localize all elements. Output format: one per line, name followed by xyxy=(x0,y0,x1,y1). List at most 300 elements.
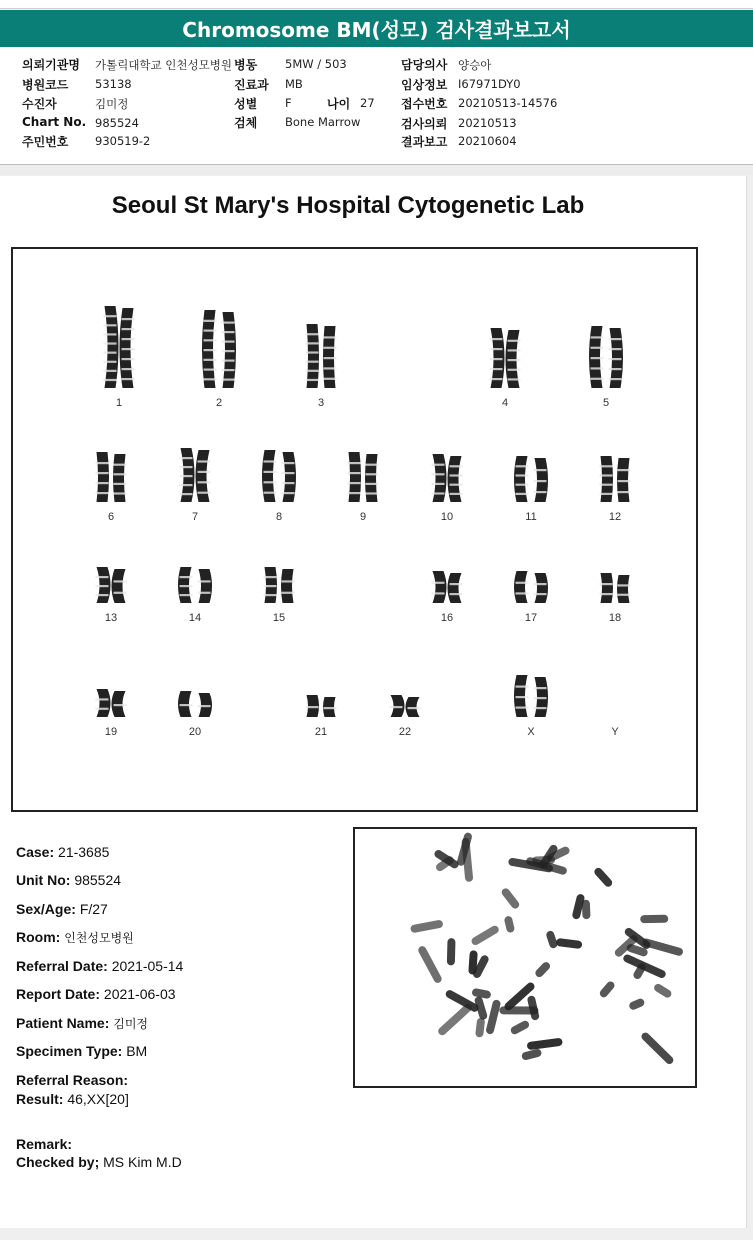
chromosome-band xyxy=(591,357,604,359)
metaphase-chromosome xyxy=(470,924,500,946)
chromosome-band xyxy=(114,473,127,475)
chromosome-band xyxy=(198,705,211,707)
chromosome-band xyxy=(104,352,117,354)
chromosome-pair-22 xyxy=(390,695,421,738)
referral-reason-label: Referral Reason: xyxy=(16,1072,129,1088)
chromosome-band xyxy=(96,472,109,474)
result-label: Result: xyxy=(16,1091,64,1107)
chromosome-band xyxy=(306,361,319,363)
chromosome-band xyxy=(618,491,631,493)
chromosome-band xyxy=(180,576,193,578)
room-label: Room: xyxy=(16,929,61,945)
chromosome-band xyxy=(204,330,217,332)
report-date-label: Report Date: xyxy=(16,986,101,1002)
chart-value: 985524 xyxy=(95,116,139,130)
chromosome-label: 9 xyxy=(359,511,367,523)
metaphase-chromosome xyxy=(653,982,673,999)
chromosome-band xyxy=(600,484,613,486)
chromosome-band xyxy=(180,585,193,587)
metaphase-chromosome xyxy=(545,930,558,949)
chromosome-band xyxy=(180,493,193,495)
chromosome-band xyxy=(114,592,127,594)
chromosome-band xyxy=(306,333,319,335)
chromosome-pair-2 xyxy=(202,310,236,409)
chromosome-label: 21 xyxy=(314,726,328,738)
referral-date-value: 2021-05-14 xyxy=(111,958,184,974)
sexage-value: F/27 xyxy=(79,901,108,917)
chromosome-band xyxy=(306,370,319,372)
chromosome-band xyxy=(198,471,211,473)
metaphase-chromosome xyxy=(593,866,614,888)
chromosome-band xyxy=(104,324,117,326)
metaphase-chromosome xyxy=(509,1019,530,1035)
chromosome-band xyxy=(618,584,631,586)
chromosome-pair-14 xyxy=(178,567,212,624)
institution-label: 의뢰기관명 xyxy=(22,58,80,72)
chromosome-band xyxy=(264,471,277,473)
chromosome-pair-3 xyxy=(306,324,337,409)
dept-value: MB xyxy=(285,77,303,91)
room-row xyxy=(16,929,134,946)
age-label: 나이 xyxy=(327,97,351,111)
chromosome-band xyxy=(516,484,529,486)
sex-value: F xyxy=(285,96,292,110)
doctor-label: 담당의사 xyxy=(401,58,448,72)
metaphase-chromosome xyxy=(598,980,616,999)
metaphase-chromosome xyxy=(417,945,443,985)
chromosome-band xyxy=(516,696,529,698)
chromosome-band xyxy=(306,351,319,353)
chromosome-band xyxy=(508,349,521,351)
chromosome-label: 3 xyxy=(317,397,325,409)
chromosome-band xyxy=(180,475,193,477)
specimen-value: Bone Marrow xyxy=(285,115,361,129)
chromosome-band xyxy=(114,492,127,494)
chromatid xyxy=(199,569,213,603)
chromosome-band xyxy=(104,333,117,335)
receipt-label: 접수번호 xyxy=(401,97,448,111)
patient-value: 김미정 xyxy=(95,97,129,111)
reportdate-value: 20210604 xyxy=(458,134,517,148)
chromosome-band xyxy=(591,378,604,380)
specimen-type-value: BM xyxy=(126,1043,148,1059)
chromosome-pair-18 xyxy=(600,573,631,624)
chromosome-band xyxy=(96,708,109,710)
chromosome-label: 8 xyxy=(275,511,283,523)
chromosome-band xyxy=(600,465,613,467)
chromosome-band xyxy=(180,457,193,459)
chromosome-band xyxy=(104,379,117,381)
chromosome-pair-10 xyxy=(432,454,463,523)
chromosome-band xyxy=(264,460,277,462)
chromosome-band xyxy=(534,697,547,699)
chromosome-label: 14 xyxy=(188,612,202,624)
sexage-label: Sex/Age: xyxy=(16,901,76,917)
chromosome-band xyxy=(104,315,117,317)
chromosome-pair-x xyxy=(514,675,548,738)
chromosome-band xyxy=(618,469,631,471)
chromosome-pair-15 xyxy=(264,567,295,624)
patient-name-row xyxy=(16,1015,148,1032)
metaphase-chromosome xyxy=(468,950,478,975)
chromosome-band xyxy=(516,493,529,495)
chromosome-label: 16 xyxy=(440,612,454,624)
patient-name-label: Patient Name: xyxy=(16,1015,110,1031)
chromosome-pair-y xyxy=(611,726,619,738)
chromosome-band xyxy=(122,328,135,330)
metaphase-chromosome xyxy=(628,997,646,1011)
chromatid xyxy=(601,573,614,603)
chromosome-band xyxy=(96,698,109,700)
chromosome-band xyxy=(104,342,117,344)
hospcode-label: 병원코드 xyxy=(22,78,69,92)
chromosome-band xyxy=(600,474,613,476)
chromosome-band xyxy=(104,370,117,372)
metaphase-chromosome xyxy=(471,988,491,999)
chromosome-band xyxy=(508,378,521,380)
chromosome-band xyxy=(432,464,445,466)
chromosome-band xyxy=(282,482,295,484)
case-value: 21-3685 xyxy=(58,844,110,860)
chromosome-band xyxy=(198,592,211,594)
chromosome-pair-8 xyxy=(262,450,296,523)
chromosome-band xyxy=(450,593,463,595)
chromosome-pair-20 xyxy=(178,691,212,738)
chromosome-band xyxy=(490,348,503,350)
chromatid xyxy=(105,306,119,388)
chromatid xyxy=(281,569,294,603)
chromatid xyxy=(514,456,528,502)
chromosome-pair-21 xyxy=(306,695,337,738)
metaphase-chromosome xyxy=(447,938,456,965)
chromosome-band xyxy=(600,583,613,585)
chromosome-band xyxy=(490,368,503,370)
patient-label: 수진자 xyxy=(22,97,57,111)
chromosome-band xyxy=(204,320,217,322)
chromosome-band xyxy=(104,361,117,363)
chromosome-band xyxy=(366,483,379,485)
chromosome-band xyxy=(516,582,529,584)
chromosome-pair-13 xyxy=(96,567,127,624)
chromosome-band xyxy=(96,492,109,494)
chromosome-band xyxy=(96,585,109,587)
request-value: 20210513 xyxy=(458,116,517,130)
chromosome-band xyxy=(600,593,613,595)
chromosome-pair-9 xyxy=(348,452,379,523)
chromosome-band xyxy=(282,580,295,582)
chromosome-label: 4 xyxy=(501,397,509,409)
chromosome-band xyxy=(198,580,211,582)
chromosome-band xyxy=(609,358,622,360)
checked-label: Checked by; xyxy=(16,1154,100,1170)
unit-label: Unit No: xyxy=(16,872,71,888)
chromatid xyxy=(113,454,126,502)
chromosome-band xyxy=(609,348,622,350)
chromosome-band xyxy=(306,379,319,381)
chromosome-band xyxy=(348,462,361,464)
chromosome-band xyxy=(222,350,235,352)
referral-reason-row xyxy=(16,1072,128,1088)
chromosome-band xyxy=(591,347,604,349)
chromosome-band xyxy=(516,465,529,467)
ward-label: 병동 xyxy=(234,58,258,72)
metaphase-chromosome xyxy=(475,1017,485,1037)
chromosome-band xyxy=(96,462,109,464)
chromosome-pair-1 xyxy=(104,306,135,409)
specimen-type-label: Specimen Type: xyxy=(16,1043,123,1059)
chromosome-band xyxy=(390,706,403,708)
chromosome-band xyxy=(366,473,379,475)
chromosome-band xyxy=(508,359,521,361)
chromosome-band xyxy=(450,474,463,476)
referral-date-row xyxy=(16,958,183,974)
receipt-value: 20210513-14576 xyxy=(458,96,558,110)
chromosome-label: 17 xyxy=(524,612,538,624)
chromosome-band xyxy=(264,585,277,587)
chromatid xyxy=(97,452,110,502)
chromosome-band xyxy=(198,460,211,462)
metaphase-chromosome xyxy=(504,915,516,933)
unit-row xyxy=(16,872,121,888)
chromosome-label: 6 xyxy=(107,511,115,523)
id-value: 930519-2 xyxy=(95,134,151,148)
chromosome-band xyxy=(432,582,445,584)
chromatid xyxy=(112,569,126,603)
referral-date-label: Referral Date: xyxy=(16,958,108,974)
chromosome-band xyxy=(122,338,135,340)
chromosome-band xyxy=(204,349,217,351)
chromosome-band xyxy=(432,492,445,494)
chromosome-band xyxy=(366,464,379,466)
chromosome-band xyxy=(114,464,127,466)
chromosome-band xyxy=(282,592,295,594)
reportdate-label: 결과보고 xyxy=(401,135,448,149)
chromosome-band xyxy=(490,378,503,380)
chromosome-band xyxy=(264,481,277,483)
chromosome-band xyxy=(516,686,529,688)
chromatid xyxy=(262,450,276,502)
room-value: 인천성모병원 xyxy=(64,931,134,945)
metaphase-chromosome xyxy=(521,1048,542,1061)
chromosome-band xyxy=(180,594,193,596)
chromosome-band xyxy=(180,704,193,706)
report-date-row xyxy=(16,986,176,1002)
chromosome-band xyxy=(96,594,109,596)
metaphase-chromosome xyxy=(534,960,552,978)
chromosome-band xyxy=(324,378,337,380)
metaphase-chromosome xyxy=(485,999,501,1035)
chromosome-band xyxy=(282,462,295,464)
chromosome-band xyxy=(534,687,547,689)
karyogram-image xyxy=(13,249,696,810)
sex-label: 성별 xyxy=(234,97,258,111)
chromosome-band xyxy=(408,707,421,709)
chromosome-label: 2 xyxy=(215,397,223,409)
chromatid xyxy=(349,452,362,502)
chromatid xyxy=(448,456,462,502)
chromosome-band xyxy=(204,359,217,361)
lab-title: Seoul St Mary's Hospital Cytogenetic Lab xyxy=(111,192,585,219)
doctor-value: 양승아 xyxy=(458,58,492,72)
chromosome-label: 20 xyxy=(188,726,202,738)
chromatid xyxy=(514,571,528,603)
chromosome-band xyxy=(600,493,613,495)
chromosome-band xyxy=(618,480,631,482)
chromosome-band xyxy=(534,469,547,471)
remark-row xyxy=(16,1136,72,1152)
chromosome-band xyxy=(122,318,135,320)
chromosome-band xyxy=(96,576,109,578)
clinical-value: I67971DY0 xyxy=(458,77,521,91)
chromosome-band xyxy=(432,592,445,594)
chromosome-band xyxy=(432,483,445,485)
chromosome-band xyxy=(324,357,337,359)
metaphase-chromosome xyxy=(499,1006,538,1014)
chromosome-pair-7 xyxy=(180,448,211,523)
chromosome-label: X xyxy=(527,726,535,738)
chromosome-band xyxy=(534,480,547,482)
chromatid xyxy=(365,454,378,502)
chromosome-band xyxy=(516,592,529,594)
chromosome-band xyxy=(516,474,529,476)
specimen-type-row xyxy=(16,1043,147,1059)
chromosome-band xyxy=(609,338,622,340)
id-label: 주민번호 xyxy=(22,135,69,149)
chromatid xyxy=(448,573,462,603)
chromosome-band xyxy=(591,336,604,338)
chromosome-band xyxy=(324,707,337,709)
chromosome-band xyxy=(306,342,319,344)
chromosome-band xyxy=(114,704,127,706)
chromatid xyxy=(601,456,614,502)
chromatid xyxy=(535,573,549,603)
chromosome-band xyxy=(348,472,361,474)
chromatid xyxy=(97,689,111,717)
checked-row xyxy=(16,1154,182,1170)
chromosome-pair-6 xyxy=(96,452,127,523)
chromosome-band xyxy=(204,339,217,341)
remark-label: Remark: xyxy=(16,1136,73,1152)
chromatid xyxy=(433,571,447,603)
metaphase-chromosome xyxy=(556,938,583,949)
chromosome-band xyxy=(114,483,127,485)
chromosome-band xyxy=(450,583,463,585)
metaphase-image xyxy=(355,829,695,1086)
chart-label: Chart No. xyxy=(22,115,87,129)
chromosome-band xyxy=(534,593,547,595)
chromosome-label: 18 xyxy=(608,612,622,624)
chromosome-pair-12 xyxy=(600,456,631,523)
chromosome-band xyxy=(490,338,503,340)
chromosome-band xyxy=(324,336,337,338)
chromatid xyxy=(196,450,210,502)
chromosome-pair-5 xyxy=(589,326,623,409)
chromosome-band xyxy=(264,594,277,596)
chromosome-band xyxy=(222,341,235,343)
separator-band xyxy=(0,165,753,175)
chromosome-label: 19 xyxy=(104,726,118,738)
chromatid xyxy=(283,452,297,502)
chromosome-pair-4 xyxy=(490,328,521,409)
chromosome-label: 13 xyxy=(104,612,118,624)
metaphase-chromosome xyxy=(640,1031,675,1066)
chromosome-band xyxy=(324,367,337,369)
chromosome-pair-17 xyxy=(514,571,548,624)
chromosome-label: 5 xyxy=(602,397,610,409)
chromosome-label: 10 xyxy=(440,511,454,523)
patient-info-panel xyxy=(0,48,753,165)
chromosome-band xyxy=(180,484,193,486)
chromosome-band xyxy=(432,473,445,475)
chromosome-band xyxy=(198,492,211,494)
chromosome-band xyxy=(96,482,109,484)
chromosome-band xyxy=(198,481,211,483)
chromosome-band xyxy=(122,358,135,360)
chromosome-band xyxy=(222,322,235,324)
chromosome-band xyxy=(122,378,135,380)
chromosome-band xyxy=(114,580,127,582)
chromosome-band xyxy=(516,707,529,709)
metaphase-chromosome xyxy=(410,919,444,933)
result-value: 46,XX[20] xyxy=(67,1091,129,1107)
chromosome-band xyxy=(222,360,235,362)
chromosome-label: 12 xyxy=(608,511,622,523)
karyogram-panel xyxy=(11,247,698,812)
chromosome-band xyxy=(264,576,277,578)
chromosome-band xyxy=(508,340,521,342)
report-title: Chromosome BM(성모) 검사결과보고서 xyxy=(0,10,753,47)
specimen-label: 검체 xyxy=(234,116,258,130)
result-row xyxy=(16,1091,129,1107)
chromosome-band xyxy=(366,492,379,494)
patient-name-value: 김미정 xyxy=(113,1017,149,1031)
top-strip xyxy=(0,0,753,9)
chromosome-band xyxy=(222,379,235,381)
chromosome-label: 1 xyxy=(115,397,123,409)
chromosome-band xyxy=(534,707,547,709)
chromosome-band xyxy=(450,493,463,495)
report-page xyxy=(0,176,747,1228)
chromosome-band xyxy=(324,347,337,349)
chromosome-band xyxy=(348,492,361,494)
metaphase-chromosome xyxy=(640,915,668,923)
chromosome-band xyxy=(222,369,235,371)
chromosome-band xyxy=(450,484,463,486)
chromosome-band xyxy=(534,491,547,493)
chromosome-label: 22 xyxy=(398,726,412,738)
chromosome-label: 7 xyxy=(191,511,199,523)
hospcode-value: 53138 xyxy=(95,77,132,91)
chromosome-band xyxy=(450,465,463,467)
chromosome-band xyxy=(282,472,295,474)
request-label: 검사의뢰 xyxy=(401,117,448,131)
chromosome-band xyxy=(534,583,547,585)
chromosome-band xyxy=(204,378,217,380)
case-row xyxy=(16,844,109,860)
unit-value: 985524 xyxy=(74,872,122,888)
chromosome-label: 15 xyxy=(272,612,286,624)
chromosome-band xyxy=(122,368,135,370)
ward-value: 5MW / 503 xyxy=(285,57,347,71)
chromosome-pair-19 xyxy=(96,689,127,738)
chromosome-band xyxy=(122,348,135,350)
chromosome-band xyxy=(306,706,319,708)
case-label: Case: xyxy=(16,844,55,860)
checked-value: MS Kim M.D xyxy=(103,1154,182,1170)
chromosome-band xyxy=(618,594,631,596)
metaphase-chromosome xyxy=(500,887,521,910)
chromosome-band xyxy=(490,358,503,360)
